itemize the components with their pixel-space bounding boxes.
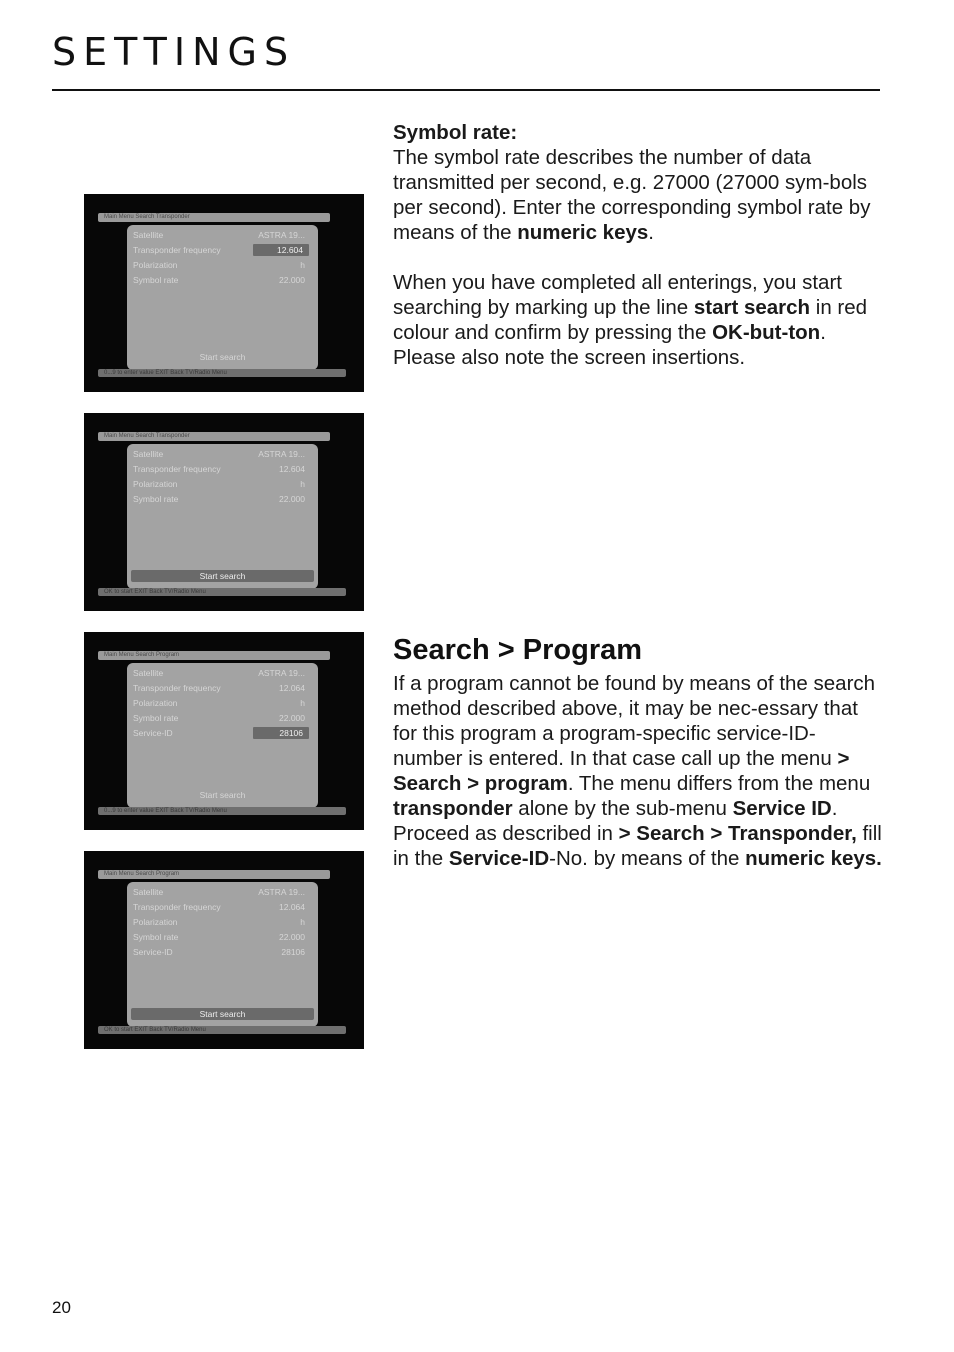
proceed-paragraph: Proceed as described in > Search > Transponder, fill in the Service-ID-No. by means of the numeric keys.: [393, 822, 882, 870]
menu-row: Service-ID 28106: [133, 727, 313, 739]
menu-path-bar: Main Menu Search Transponder: [98, 432, 330, 441]
help-bar: 0...9 to enter value EXIT Back TV/Radio Menu: [98, 807, 346, 815]
menu-row: Service-ID 28106: [133, 947, 305, 957]
menu-row: Symbol rate 22.000: [133, 932, 305, 942]
screenshot-program-entry: [84, 632, 364, 830]
menu-path-bar: Main Menu Search Program: [98, 870, 330, 879]
menu-row: Satellite ASTRA 19...: [133, 887, 305, 897]
symbol-rate-paragraph: The symbol rate describes the number of data transmitted per second, e.g. 27000 (27000 sym-bols per second). Enter the corresponding symbol rate by means of the numeric keys.: [393, 146, 871, 244]
section-heading: Search > Program: [393, 634, 643, 666]
menu-path-bar: Main Menu Search Program: [98, 651, 330, 660]
menu-row: Symbol rate 22.000: [133, 494, 305, 504]
title-divider: [52, 89, 880, 91]
menu-path-bar: Main Menu Search Transponder: [98, 213, 330, 222]
help-bar: 0...9 to enter value EXIT Back TV/Radio Menu: [98, 369, 346, 377]
menu-row: Symbol rate 22.000: [133, 713, 305, 723]
page-title: SETTINGS: [52, 30, 296, 74]
search-program-section: [393, 633, 883, 871]
menu-panel: [127, 225, 318, 370]
menu-row: Transponder frequency 12.064: [133, 683, 305, 693]
menu-panel: [127, 444, 318, 589]
search-program-paragraph: If a program cannot be found by means of the search method described above, it may be nec-essary that for this program a program-specific service-ID-number is entered. In that case call up the menu > Search > program. The menu differs from the menu transponder alone by the sub-menu Service ID.: [393, 672, 876, 820]
help-bar: OK to start EXIT Back TV/Radio Menu: [98, 588, 346, 596]
start-search-paragraph: When you have completed all enterings, you start searching by marking up the line start search in red colour and confirm by pressing the OK-but-ton. Please also note the screen insertions.: [393, 271, 868, 369]
start-search-option: Start search: [199, 352, 246, 362]
start-search-option: Start search: [199, 790, 246, 800]
screenshot-program-start: [84, 851, 364, 1049]
menu-row: Transponder frequency 12.604: [133, 244, 313, 256]
menu-row: Satellite ASTRA 19...: [133, 230, 305, 240]
page-number: 20: [52, 1298, 71, 1317]
menu-row: Polarization h: [133, 698, 305, 708]
start-search-option: Start search: [131, 1008, 314, 1020]
symbol-rate-heading: Symbol rate:: [393, 121, 518, 144]
menu-panel: [127, 882, 318, 1027]
menu-row: Satellite ASTRA 19...: [133, 668, 305, 678]
menu-row: Polarization h: [133, 917, 305, 927]
screenshot-transponder-start: [84, 413, 364, 611]
menu-row: Transponder frequency 12.064: [133, 902, 305, 912]
help-bar: OK to start EXIT Back TV/Radio Menu: [98, 1026, 346, 1034]
menu-panel: [127, 663, 318, 808]
menu-row: Polarization h: [133, 479, 305, 489]
menu-row: Transponder frequency 12.604: [133, 464, 305, 474]
screenshot-transponder-entry: [84, 194, 364, 392]
menu-row: Satellite ASTRA 19...: [133, 449, 305, 459]
menu-row: Symbol rate 22.000: [133, 275, 305, 285]
menu-row: Polarization h: [133, 260, 305, 270]
symbol-rate-section: [393, 120, 883, 370]
start-search-option: Start search: [131, 570, 314, 582]
